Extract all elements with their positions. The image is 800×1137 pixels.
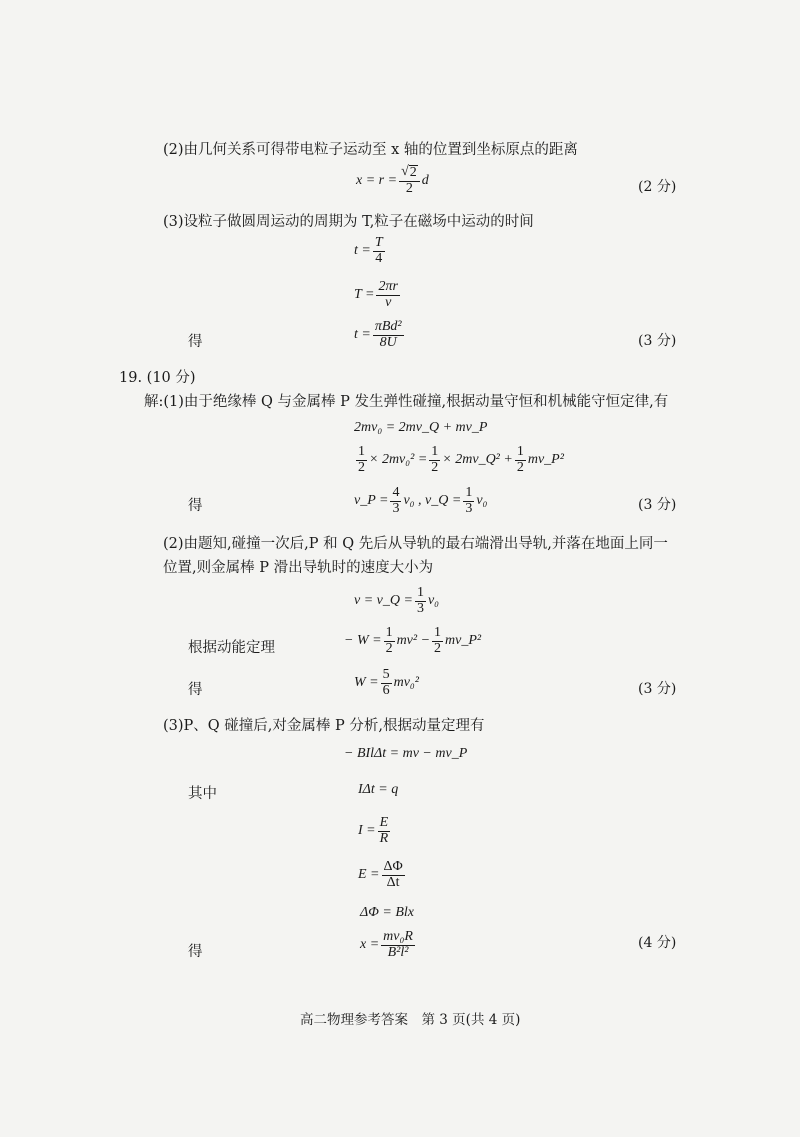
q19p3-equation-3: I = $\frac{E}{R}$ [358,815,389,846]
part2-score: (2 分) [638,179,677,195]
part3-equation-3: t = $\frac{\text{πBd²}}{8U}$ [354,319,402,350]
q19p2-de-label: 得 [188,682,203,698]
q19-intro: 解:(1)由于绝缘棒 Q 与金属棒 P 发生弹性碰撞,根据动量守恒和机械能守恒定律,有 [144,394,669,410]
part3-score: (3 分) [638,333,677,349]
q19p3-equation-4: E = $\frac{\Delta\Phi}{\Delta t}$ [358,859,403,890]
q19p2-line-1: (2)由题知,碰撞一次后,P 和 Q 先后从导轨的最右端滑出导轨,并落在地面上同一 [163,536,668,552]
q19p3-de-label: 得 [188,944,203,960]
q19-de-label: 得 [188,498,203,514]
q19p3-score: (4 分) [638,935,677,951]
page-footer: 高二物理参考答案 第 3 页(共 4 页) [300,1012,521,1028]
part2-equation: x = r = √ 2 2 d [356,164,429,196]
q19p3-equation-1: − BIlΔt = mv − mv_P [344,746,468,761]
q19-equation-1: 2mv₀ = 2mv_Q + mv_P [354,420,488,435]
q19p3-qizhong-label: 其中 [188,786,217,802]
q19p2-score: (3 分) [638,681,677,697]
q19-heading: 19. (10 分) [119,370,196,386]
part2-intro: (2)由几何关系可得带电粒子运动至 x 轴的位置到坐标原点的距离 [163,142,578,158]
q19p2-line-2: 位置,则金属棒 P 滑出导轨时的速度大小为 [163,560,434,576]
part3-equation-2: T = $\frac{2\pi r}{v}$ [354,279,398,310]
q19p3-equation-2: IΔt = q [358,782,399,797]
q19-score: (3 分) [638,497,677,513]
part3-equation-1: t = $\frac{T}{4}$ [354,235,383,266]
q19p3-equation-6: x = $\frac{\text{mv₀R}}{\text{B²l²}}$ [360,929,413,960]
q19p3-intro: (3)P、Q 碰撞后,对金属棒 P 分析,根据动量定理有 [163,718,485,734]
q19-equation-3: v_P = $\frac{4}{3}$ v₀ , v_Q = $\frac{1}{3}$ v₀ [354,485,488,516]
part3-de-label: 得 [188,334,203,350]
q19p3-equation-5: ΔΦ = Blx [360,905,414,920]
q19p2-equation-1: v = v_Q = $\frac{1}{3}$ v₀ [354,585,440,616]
q19-equation-2: $\frac{1}{2}$ × 2mv₀² = $\frac{1}{2}$ × 2mv_Q² + $\frac{1}{2}$ mv_P² [358,444,564,475]
part3-intro: (3)设粒子做圆周运动的周期为 T,粒子在磁场中运动的时间 [163,214,534,230]
q19p2-equation-3: W = $\frac{5}{6}$ mv₀² [354,667,419,698]
q19p2-dongneng-label: 根据动能定理 [188,640,275,656]
q19p2-equation-2: − W = $\frac{1}{2}$ mv² − $\frac{1}{2}$ mv_P² [344,625,482,656]
